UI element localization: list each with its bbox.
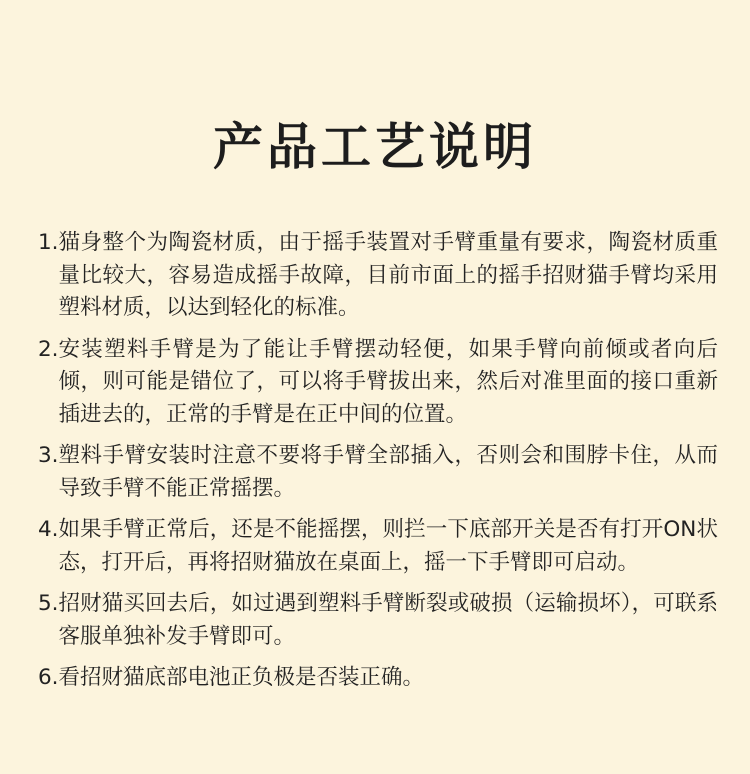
item-text: 安装塑料手臂是为了能让手臂摆动轻便，如果手臂向前倾或者向后倾，则可能是错位了，可以将手臂拔出来，然后对准里面的接口重新插进去的，正常的手臂是在正中间的位置。 (58, 336, 718, 427)
item-number: 1. (38, 230, 59, 255)
list-item (38, 440, 718, 505)
item-text: 看招财猫底部电池正负极是否装正确。 (58, 665, 425, 690)
item-number: 3. (38, 443, 59, 468)
list-item (38, 334, 718, 432)
list-item (38, 588, 718, 653)
item-text: 招财猫买回去后，如过遇到塑料手臂断裂或破损（运输损坏），可联系客服单独补发手臂即可。 (58, 591, 718, 649)
list-item (38, 514, 718, 579)
item-text: 猫身整个为陶瓷材质，由于摇手装置对手臂重量有要求，陶瓷材质重量比较大，容易造成摇手故障，目前市面上的摇手招财猫手臂均采用塑料材质，以达到轻化的标准。 (58, 230, 718, 320)
item-text: 塑料手臂安装时注意不要将手臂全部插入，否则会和围脖卡住，从而导致手臂不能正常摇摆。 (58, 443, 718, 501)
item-text: 如果手臂正常后，还是不能摇摆，则拦一下底部开关是否有打开ON状态，打开后，再将招财猫放在桌面上，摇一下手臂即可启动。 (58, 517, 718, 575)
list-item (38, 662, 718, 695)
item-number: 5. (38, 591, 59, 616)
page-title: 产品工艺说明 (213, 118, 537, 176)
item-number: 6. (38, 665, 59, 690)
item-number: 2. (38, 336, 59, 362)
list-item (38, 227, 718, 325)
instruction-list (38, 227, 718, 704)
item-number: 4. (38, 517, 59, 542)
